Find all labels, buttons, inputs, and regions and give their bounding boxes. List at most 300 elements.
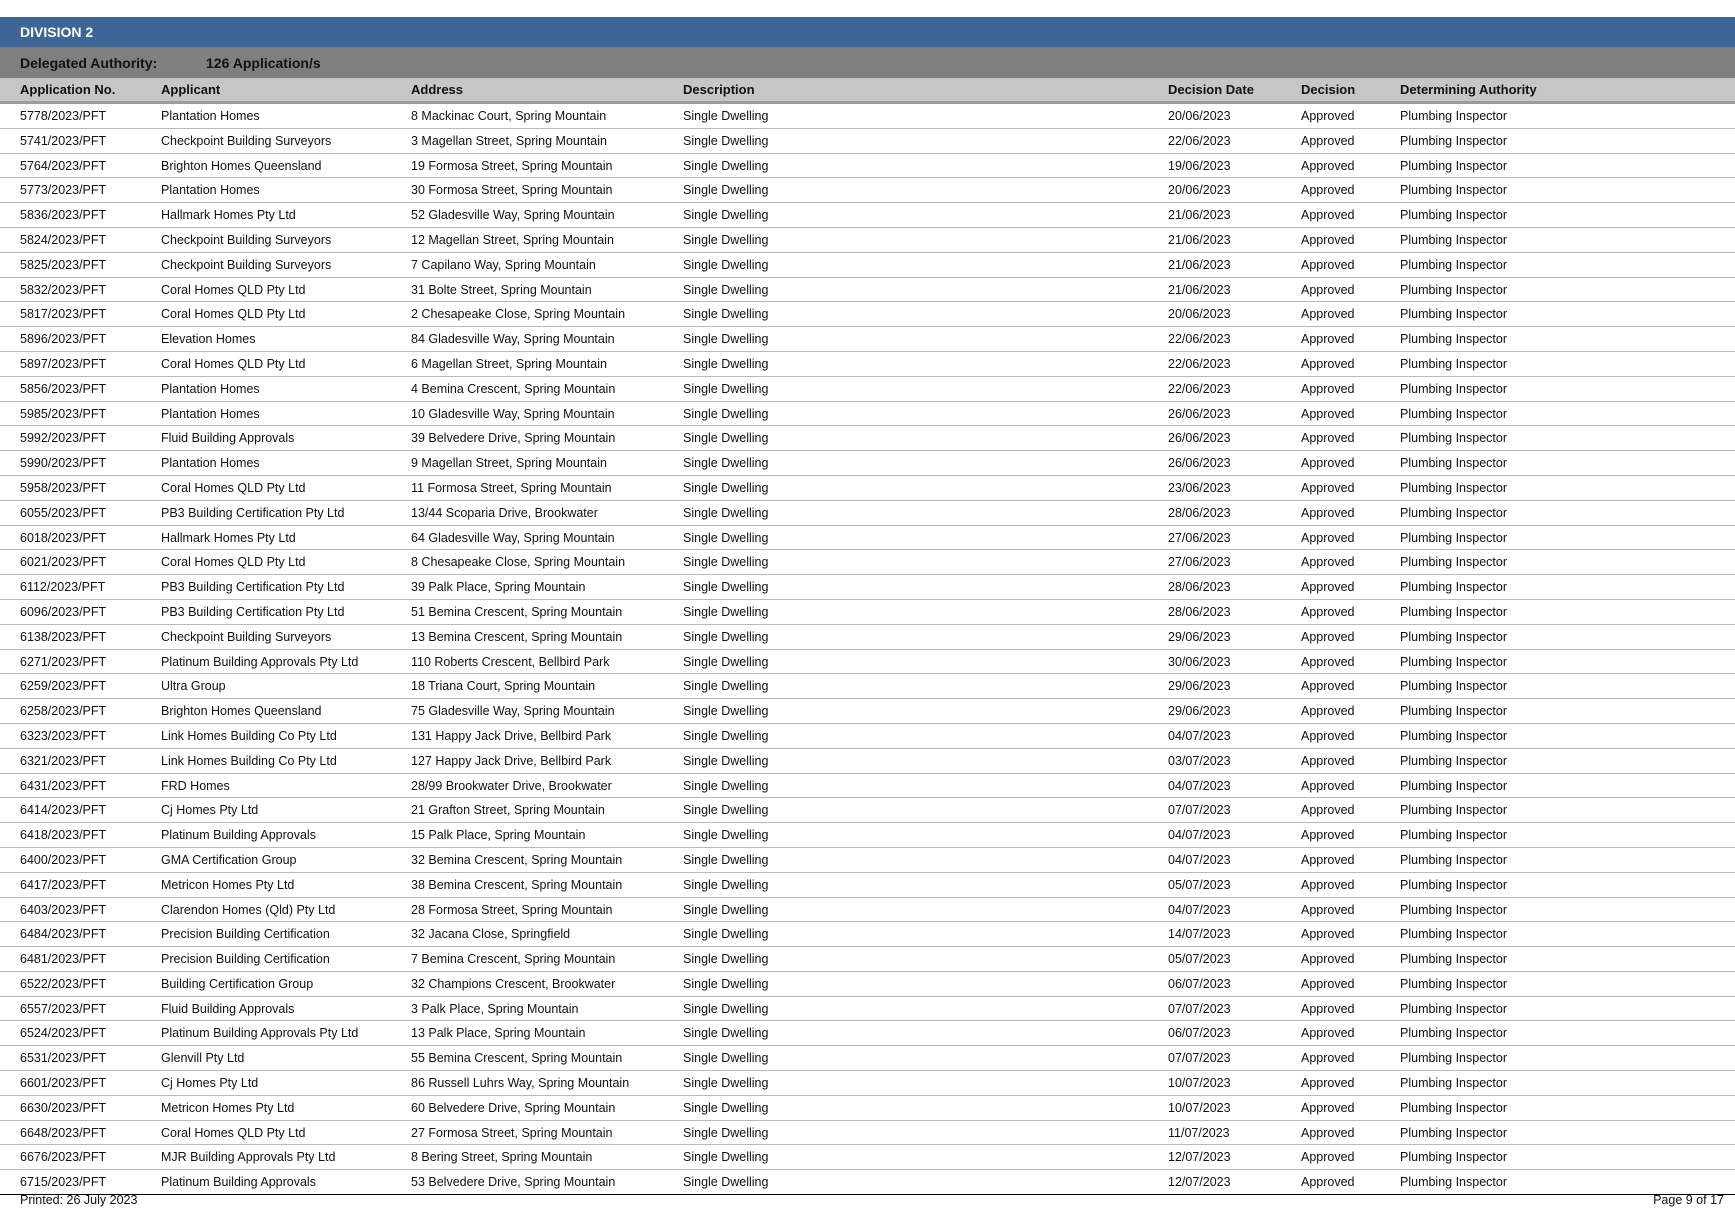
cell-applicant: Glenvill Pty Ltd — [161, 1051, 245, 1066]
cell-decision: Approved — [1301, 406, 1355, 421]
cell-determining-authority: Plumbing Inspector — [1400, 431, 1508, 446]
cell-description: Single Dwelling — [683, 1100, 769, 1115]
cell-address: 84 Gladesville Way, Spring Mountain — [411, 332, 615, 347]
cell-application-no: 5836/2023/PFT — [20, 208, 107, 223]
cell-description: Single Dwelling — [683, 1026, 769, 1041]
cell-application-no: 6418/2023/PFT — [20, 828, 107, 843]
table-row — [0, 253, 1735, 278]
cell-determining-authority: Plumbing Inspector — [1400, 1150, 1508, 1165]
table-row — [0, 278, 1735, 303]
cell-applicant: Plantation Homes — [161, 456, 260, 471]
table-row — [0, 1021, 1735, 1046]
cell-determining-authority: Plumbing Inspector — [1400, 109, 1508, 123]
cell-description: Single Dwelling — [683, 109, 769, 123]
cell-determining-authority: Plumbing Inspector — [1400, 629, 1508, 644]
cell-applicant: FRD Homes — [161, 778, 230, 793]
cell-determining-authority: Plumbing Inspector — [1400, 1125, 1508, 1140]
cell-decision: Approved — [1301, 679, 1355, 694]
cell-applicant: PB3 Building Certification Pty Ltd — [161, 505, 345, 520]
cell-address: 13 Bemina Crescent, Spring Mountain — [411, 629, 623, 644]
cell-address: 27 Formosa Street, Spring Mountain — [411, 1125, 613, 1140]
cell-decision: Approved — [1301, 1100, 1355, 1115]
table-row — [0, 1145, 1735, 1170]
cell-applicant: Platinum Building Approvals Pty Ltd — [161, 1026, 359, 1041]
cell-application-no: 6557/2023/PFT — [20, 1001, 107, 1016]
cell-decision: Approved — [1301, 257, 1355, 272]
cell-address: 39 Belvedere Drive, Spring Mountain — [411, 431, 616, 446]
cell-determining-authority: Plumbing Inspector — [1400, 257, 1508, 272]
cell-decision: Approved — [1301, 1150, 1355, 1165]
table-header — [0, 78, 1735, 101]
cell-decision: Approved — [1301, 952, 1355, 967]
cell-address: 6 Magellan Street, Spring Mountain — [411, 356, 607, 371]
cell-determining-authority: Plumbing Inspector — [1400, 1076, 1508, 1091]
cell-description: Single Dwelling — [683, 208, 769, 223]
cell-decision: Approved — [1301, 902, 1355, 917]
cell-decision: Approved — [1301, 753, 1355, 768]
cell-decision-date: 07/07/2023 — [1168, 803, 1231, 818]
cell-description: Single Dwelling — [683, 480, 769, 495]
table-row — [0, 650, 1735, 675]
cell-address: 60 Belvedere Drive, Spring Mountain — [411, 1100, 616, 1115]
cell-description: Single Dwelling — [683, 828, 769, 843]
cell-application-no: 6138/2023/PFT — [20, 629, 107, 644]
cell-description: Single Dwelling — [683, 704, 769, 719]
cell-applicant: Link Homes Building Co Pty Ltd — [161, 753, 337, 768]
cell-applicant: Platinum Building Approvals — [161, 1175, 316, 1190]
cell-description: Single Dwelling — [683, 629, 769, 644]
cell-applicant: Metricon Homes Pty Ltd — [161, 1100, 295, 1115]
cell-decision-date: 20/06/2023 — [1168, 183, 1231, 198]
cell-decision-date: 21/06/2023 — [1168, 232, 1231, 247]
cell-address: 12 Magellan Street, Spring Mountain — [411, 232, 614, 247]
cell-application-no: 5992/2023/PFT — [20, 431, 107, 446]
cell-decision-date: 20/06/2023 — [1168, 307, 1231, 322]
cell-decision: Approved — [1301, 555, 1355, 570]
cell-application-no: 6018/2023/PFT — [20, 530, 107, 545]
cell-decision-date: 04/07/2023 — [1168, 778, 1231, 793]
cell-decision: Approved — [1301, 183, 1355, 198]
cell-description: Single Dwelling — [683, 332, 769, 347]
cell-applicant: Coral Homes QLD Pty Ltd — [161, 282, 306, 297]
table-row — [0, 1121, 1735, 1146]
cell-determining-authority: Plumbing Inspector — [1400, 505, 1508, 520]
page-number: Page 9 of 17 — [1653, 1193, 1724, 1207]
cell-description: Single Dwelling — [683, 232, 769, 247]
cell-determining-authority: Plumbing Inspector — [1400, 381, 1508, 396]
cell-description: Single Dwelling — [683, 952, 769, 967]
cell-applicant: Checkpoint Building Surveyors — [161, 629, 332, 644]
cell-application-no: 6481/2023/PFT — [20, 952, 107, 967]
cell-decision-date: 27/06/2023 — [1168, 530, 1231, 545]
column-header-description: Description — [683, 82, 755, 97]
cell-description: Single Dwelling — [683, 1125, 769, 1140]
cell-decision-date: 29/06/2023 — [1168, 704, 1231, 719]
cell-decision: Approved — [1301, 1026, 1355, 1041]
table-row — [0, 873, 1735, 898]
column-header-application-no: Application No. — [20, 82, 116, 97]
cell-determining-authority: Plumbing Inspector — [1400, 952, 1508, 967]
cell-description: Single Dwelling — [683, 902, 769, 917]
cell-application-no: 6400/2023/PFT — [20, 852, 107, 867]
cell-address: 53 Belvedere Drive, Spring Mountain — [411, 1175, 616, 1190]
cell-determining-authority: Plumbing Inspector — [1400, 728, 1508, 743]
cell-applicant: Brighton Homes Queensland — [161, 704, 322, 719]
cell-address: 2 Chesapeake Close, Spring Mountain — [411, 307, 626, 322]
cell-address: 7 Bemina Crescent, Spring Mountain — [411, 952, 616, 967]
cell-decision-date: 28/06/2023 — [1168, 505, 1231, 520]
cell-decision: Approved — [1301, 158, 1355, 173]
cell-decision-date: 22/06/2023 — [1168, 356, 1231, 371]
cell-address: 32 Bemina Crescent, Spring Mountain — [411, 852, 623, 867]
cell-application-no: 6055/2023/PFT — [20, 505, 107, 520]
cell-description: Single Dwelling — [683, 183, 769, 198]
cell-application-no: 6414/2023/PFT — [20, 803, 107, 818]
cell-decision: Approved — [1301, 803, 1355, 818]
cell-application-no: 6258/2023/PFT — [20, 704, 107, 719]
cell-application-no: 5990/2023/PFT — [20, 456, 107, 471]
cell-application-no: 6524/2023/PFT — [20, 1026, 107, 1041]
cell-applicant: Platinum Building Approvals Pty Ltd — [161, 654, 359, 669]
cell-description: Single Dwelling — [683, 282, 769, 297]
cell-decision: Approved — [1301, 1001, 1355, 1016]
cell-description: Single Dwelling — [683, 530, 769, 545]
cell-description: Single Dwelling — [683, 356, 769, 371]
cell-decision-date: 05/07/2023 — [1168, 952, 1231, 967]
cell-decision: Approved — [1301, 282, 1355, 297]
cell-determining-authority: Plumbing Inspector — [1400, 158, 1508, 173]
cell-application-no: 5741/2023/PFT — [20, 133, 107, 148]
cell-description: Single Dwelling — [683, 158, 769, 173]
column-header-determining-authority: Determining Authority — [1400, 82, 1537, 97]
cell-applicant: Brighton Homes Queensland — [161, 158, 322, 173]
applications-table — [0, 104, 1735, 1195]
cell-address: 13/44 Scoparia Drive, Brookwater — [411, 505, 598, 520]
cell-determining-authority: Plumbing Inspector — [1400, 679, 1508, 694]
cell-description: Single Dwelling — [683, 381, 769, 396]
column-header-decision-date: Decision Date — [1168, 82, 1254, 97]
cell-decision: Approved — [1301, 604, 1355, 619]
cell-decision: Approved — [1301, 332, 1355, 347]
cell-decision: Approved — [1301, 307, 1355, 322]
cell-description: Single Dwelling — [683, 877, 769, 892]
cell-address: 52 Gladesville Way, Spring Mountain — [411, 208, 615, 223]
cell-application-no: 5897/2023/PFT — [20, 356, 107, 371]
cell-decision-date: 04/07/2023 — [1168, 828, 1231, 843]
cell-decision-date: 28/06/2023 — [1168, 580, 1231, 595]
cell-address: 3 Palk Place, Spring Mountain — [411, 1001, 579, 1016]
cell-address: 7 Capilano Way, Spring Mountain — [411, 257, 596, 272]
table-row — [0, 104, 1735, 129]
cell-application-no: 6715/2023/PFT — [20, 1175, 107, 1190]
cell-applicant: Coral Homes QLD Pty Ltd — [161, 1125, 306, 1140]
cell-decision: Approved — [1301, 778, 1355, 793]
cell-application-no: 5958/2023/PFT — [20, 480, 107, 495]
cell-decision: Approved — [1301, 530, 1355, 545]
cell-description: Single Dwelling — [683, 753, 769, 768]
cell-decision-date: 29/06/2023 — [1168, 679, 1231, 694]
application-count: 126 Application/s — [206, 55, 321, 71]
cell-applicant: Plantation Homes — [161, 183, 260, 198]
cell-description: Single Dwelling — [683, 1051, 769, 1066]
table-row — [0, 352, 1735, 377]
cell-decision-date: 20/06/2023 — [1168, 109, 1231, 123]
cell-address: 9 Magellan Street, Spring Mountain — [411, 456, 607, 471]
cell-determining-authority: Plumbing Inspector — [1400, 1001, 1508, 1016]
cell-determining-authority: Plumbing Inspector — [1400, 480, 1508, 495]
cell-decision-date: 21/06/2023 — [1168, 257, 1231, 272]
table-row — [0, 774, 1735, 799]
cell-decision-date: 26/06/2023 — [1168, 406, 1231, 421]
cell-description: Single Dwelling — [683, 257, 769, 272]
cell-decision: Approved — [1301, 1125, 1355, 1140]
cell-application-no: 6630/2023/PFT — [20, 1100, 107, 1115]
cell-application-no: 5773/2023/PFT — [20, 183, 107, 198]
cell-applicant: Metricon Homes Pty Ltd — [161, 877, 295, 892]
cell-address: 28/99 Brookwater Drive, Brookwater — [411, 778, 612, 793]
cell-determining-authority: Plumbing Inspector — [1400, 828, 1508, 843]
cell-address: 11 Formosa Street, Spring Mountain — [411, 480, 612, 495]
cell-decision: Approved — [1301, 927, 1355, 942]
table-row — [0, 699, 1735, 724]
table-row — [0, 749, 1735, 774]
table-row — [0, 129, 1735, 154]
division-title: DIVISION 2 — [0, 17, 1735, 47]
cell-application-no: 5824/2023/PFT — [20, 232, 107, 247]
cell-description: Single Dwelling — [683, 1001, 769, 1016]
cell-applicant: Ultra Group — [161, 679, 226, 694]
cell-decision-date: 26/06/2023 — [1168, 456, 1231, 471]
cell-applicant: Coral Homes QLD Pty Ltd — [161, 555, 306, 570]
cell-applicant: Clarendon Homes (Qld) Pty Ltd — [161, 902, 336, 917]
cell-applicant: PB3 Building Certification Pty Ltd — [161, 604, 345, 619]
cell-description: Single Dwelling — [683, 580, 769, 595]
cell-description: Single Dwelling — [683, 852, 769, 867]
cell-decision: Approved — [1301, 704, 1355, 719]
cell-decision: Approved — [1301, 381, 1355, 396]
cell-application-no: 5896/2023/PFT — [20, 332, 107, 347]
table-row — [0, 674, 1735, 699]
cell-determining-authority: Plumbing Inspector — [1400, 232, 1508, 247]
cell-description: Single Dwelling — [683, 604, 769, 619]
cell-determining-authority: Plumbing Inspector — [1400, 332, 1508, 347]
cell-determining-authority: Plumbing Inspector — [1400, 803, 1508, 818]
cell-application-no: 6431/2023/PFT — [20, 778, 107, 793]
cell-determining-authority: Plumbing Inspector — [1400, 1175, 1508, 1190]
table-row — [0, 451, 1735, 476]
cell-application-no: 6676/2023/PFT — [20, 1150, 107, 1165]
table-row — [0, 178, 1735, 203]
cell-decision-date: 11/07/2023 — [1168, 1125, 1230, 1140]
cell-address: 3 Magellan Street, Spring Mountain — [411, 133, 607, 148]
table-row — [0, 1071, 1735, 1096]
cell-description: Single Dwelling — [683, 803, 769, 818]
cell-application-no: 6417/2023/PFT — [20, 877, 107, 892]
cell-application-no: 6271/2023/PFT — [20, 654, 107, 669]
cell-decision-date: 29/06/2023 — [1168, 629, 1231, 644]
cell-address: 15 Palk Place, Spring Mountain — [411, 828, 586, 843]
cell-description: Single Dwelling — [683, 555, 769, 570]
cell-determining-authority: Plumbing Inspector — [1400, 580, 1508, 595]
cell-application-no: 6403/2023/PFT — [20, 902, 107, 917]
table-row — [0, 625, 1735, 650]
column-header-decision: Decision — [1301, 82, 1356, 97]
cell-application-no: 6484/2023/PFT — [20, 927, 107, 942]
cell-description: Single Dwelling — [683, 976, 769, 991]
table-row — [0, 848, 1735, 873]
cell-description: Single Dwelling — [683, 654, 769, 669]
cell-decision: Approved — [1301, 728, 1355, 743]
cell-applicant: Link Homes Building Co Pty Ltd — [161, 728, 337, 743]
cell-applicant: Plantation Homes — [161, 109, 260, 123]
cell-application-no: 5817/2023/PFT — [20, 307, 107, 322]
cell-applicant: Checkpoint Building Surveyors — [161, 257, 332, 272]
table-row — [0, 327, 1735, 352]
cell-application-no: 5778/2023/PFT — [20, 109, 107, 123]
cell-address: 64 Gladesville Way, Spring Mountain — [411, 530, 615, 545]
cell-address: 39 Palk Place, Spring Mountain — [411, 580, 586, 595]
cell-determining-authority: Plumbing Inspector — [1400, 530, 1508, 545]
cell-description: Single Dwelling — [683, 505, 769, 520]
cell-determining-authority: Plumbing Inspector — [1400, 704, 1508, 719]
cell-description: Single Dwelling — [683, 778, 769, 793]
cell-decision-date: 23/06/2023 — [1168, 480, 1231, 495]
table-row — [0, 501, 1735, 526]
cell-description: Single Dwelling — [683, 728, 769, 743]
cell-address: 18 Triana Court, Spring Mountain — [411, 679, 596, 694]
table-row — [0, 898, 1735, 923]
cell-decision-date: 27/06/2023 — [1168, 555, 1231, 570]
cell-decision-date: 05/07/2023 — [1168, 877, 1231, 892]
cell-determining-authority: Plumbing Inspector — [1400, 852, 1508, 867]
cell-address: 21 Grafton Street, Spring Mountain — [411, 803, 605, 818]
cell-decision-date: 26/06/2023 — [1168, 431, 1231, 446]
cell-decision-date: 03/07/2023 — [1168, 753, 1231, 768]
cell-address: 8 Chesapeake Close, Spring Mountain — [411, 555, 626, 570]
cell-address: 127 Happy Jack Drive, Bellbird Park — [411, 753, 612, 768]
cell-determining-authority: Plumbing Inspector — [1400, 208, 1508, 223]
authority-summary — [0, 47, 1735, 78]
cell-decision: Approved — [1301, 828, 1355, 843]
table-row — [0, 823, 1735, 848]
cell-decision-date: 07/07/2023 — [1168, 1051, 1231, 1066]
cell-address: 38 Bemina Crescent, Spring Mountain — [411, 877, 623, 892]
cell-decision: Approved — [1301, 877, 1355, 892]
table-row — [0, 203, 1735, 228]
cell-determining-authority: Plumbing Inspector — [1400, 1026, 1508, 1041]
cell-description: Single Dwelling — [683, 133, 769, 148]
table-row — [0, 228, 1735, 253]
cell-applicant: GMA Certification Group — [161, 852, 297, 867]
cell-decision: Approved — [1301, 505, 1355, 520]
cell-application-no: 6259/2023/PFT — [20, 679, 107, 694]
cell-applicant: Platinum Building Approvals — [161, 828, 316, 843]
cell-application-no: 6601/2023/PFT — [20, 1076, 107, 1091]
cell-description: Single Dwelling — [683, 307, 769, 322]
cell-address: 32 Jacana Close, Springfield — [411, 927, 571, 942]
cell-applicant: Hallmark Homes Pty Ltd — [161, 208, 296, 223]
cell-applicant: Hallmark Homes Pty Ltd — [161, 530, 296, 545]
cell-determining-authority: Plumbing Inspector — [1400, 282, 1508, 297]
table-row — [0, 997, 1735, 1022]
cell-applicant: Coral Homes QLD Pty Ltd — [161, 480, 306, 495]
cell-application-no: 6648/2023/PFT — [20, 1125, 107, 1140]
cell-applicant: Coral Homes QLD Pty Ltd — [161, 307, 306, 322]
cell-address: 28 Formosa Street, Spring Mountain — [411, 902, 613, 917]
cell-address: 86 Russell Luhrs Way, Spring Mountain — [411, 1076, 630, 1091]
table-row — [0, 476, 1735, 501]
table-row — [0, 575, 1735, 600]
cell-address: 131 Happy Jack Drive, Bellbird Park — [411, 728, 612, 743]
cell-decision-date: 10/07/2023 — [1168, 1100, 1231, 1115]
table-row — [0, 1170, 1735, 1195]
cell-decision-date: 22/06/2023 — [1168, 381, 1231, 396]
cell-decision-date: 06/07/2023 — [1168, 976, 1231, 991]
table-row — [0, 526, 1735, 551]
table-row — [0, 972, 1735, 997]
cell-applicant: MJR Building Approvals Pty Ltd — [161, 1150, 336, 1165]
table-row — [0, 426, 1735, 451]
cell-determining-authority: Plumbing Inspector — [1400, 183, 1508, 198]
cell-decision-date: 14/07/2023 — [1168, 927, 1231, 942]
cell-decision-date: 19/06/2023 — [1168, 158, 1231, 173]
cell-decision-date: 28/06/2023 — [1168, 604, 1231, 619]
cell-application-no: 5832/2023/PFT — [20, 282, 107, 297]
cell-address: 75 Gladesville Way, Spring Mountain — [411, 704, 615, 719]
cell-applicant: Elevation Homes — [161, 332, 256, 347]
cell-decision: Approved — [1301, 1175, 1355, 1190]
cell-decision: Approved — [1301, 133, 1355, 148]
authority-label: Delegated Authority: — [20, 55, 158, 71]
cell-decision-date: 12/07/2023 — [1168, 1175, 1231, 1190]
cell-description: Single Dwelling — [683, 1076, 769, 1091]
cell-determining-authority: Plumbing Inspector — [1400, 654, 1508, 669]
column-header-applicant: Applicant — [161, 82, 221, 97]
cell-determining-authority: Plumbing Inspector — [1400, 1051, 1508, 1066]
cell-decision-date: 22/06/2023 — [1168, 133, 1231, 148]
cell-address: 13 Palk Place, Spring Mountain — [411, 1026, 586, 1041]
cell-address: 55 Bemina Crescent, Spring Mountain — [411, 1051, 623, 1066]
cell-decision-date: 04/07/2023 — [1168, 902, 1231, 917]
cell-determining-authority: Plumbing Inspector — [1400, 1100, 1508, 1115]
cell-determining-authority: Plumbing Inspector — [1400, 356, 1508, 371]
cell-decision-date: 21/06/2023 — [1168, 208, 1231, 223]
cell-applicant: Plantation Homes — [161, 406, 260, 421]
table-row — [0, 1046, 1735, 1071]
cell-decision: Approved — [1301, 480, 1355, 495]
cell-application-no: 6321/2023/PFT — [20, 753, 107, 768]
cell-address: 10 Gladesville Way, Spring Mountain — [411, 406, 615, 421]
cell-determining-authority: Plumbing Inspector — [1400, 902, 1508, 917]
table-row — [0, 377, 1735, 402]
cell-decision: Approved — [1301, 356, 1355, 371]
cell-applicant: Plantation Homes — [161, 381, 260, 396]
cell-address: 19 Formosa Street, Spring Mountain — [411, 158, 613, 173]
cell-application-no: 6096/2023/PFT — [20, 604, 107, 619]
cell-determining-authority: Plumbing Inspector — [1400, 927, 1508, 942]
cell-determining-authority: Plumbing Inspector — [1400, 555, 1508, 570]
cell-decision: Approved — [1301, 629, 1355, 644]
cell-application-no: 6021/2023/PFT — [20, 555, 107, 570]
cell-applicant: Fluid Building Approvals — [161, 1001, 295, 1016]
cell-determining-authority: Plumbing Inspector — [1400, 406, 1508, 421]
table-row — [0, 402, 1735, 427]
cell-decision: Approved — [1301, 852, 1355, 867]
cell-application-no: 6323/2023/PFT — [20, 728, 107, 743]
cell-address: 110 Roberts Crescent, Bellbird Park — [411, 654, 610, 669]
cell-decision: Approved — [1301, 580, 1355, 595]
table-row — [0, 550, 1735, 575]
